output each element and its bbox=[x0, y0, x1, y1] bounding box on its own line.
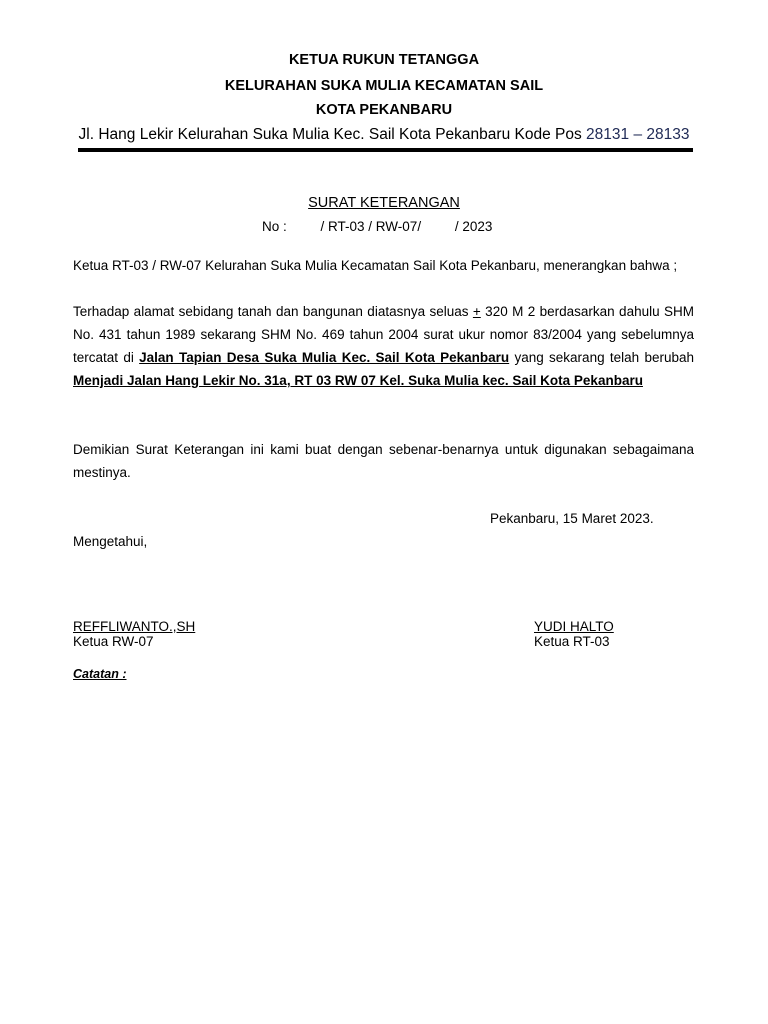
header-city: KOTA PEKANBARU bbox=[315, 102, 453, 118]
signature-block-rt bbox=[534, 619, 614, 649]
statement-part-b: 320 M 2 berdasarkan dahulu SHM No. 431 tahun 1989 sekarang SHM No. 469 tahun 2004 surat ukur nomor 83/2004 yang sebelumnya tercatat di bbox=[73, 304, 694, 365]
document-title bbox=[0, 194, 768, 212]
address-postal-code: 28131 – 28133 bbox=[586, 126, 690, 143]
signatory-name-rt: YUDI HALTO bbox=[534, 619, 614, 634]
old-address: Jalan Tapian Desa Suka Mulia Kec. Sail Kota Pekanbaru bbox=[139, 350, 510, 365]
address-text: Jl. Hang Lekir Kelurahan Suka Mulia Kec. Sail Kota Pekanbaru Kode Pos bbox=[78, 126, 587, 143]
document-title-text: SURAT KETERANGAN bbox=[308, 195, 460, 211]
statement-part-c: yang sekarang telah berubah bbox=[509, 350, 694, 365]
paragraph-statement bbox=[73, 300, 694, 392]
header-address bbox=[0, 126, 768, 144]
number-label: No : bbox=[262, 219, 287, 234]
number-year: / 2023 bbox=[454, 219, 493, 234]
acknowledged-label: Mengetahui, bbox=[73, 534, 148, 549]
new-address: Menjadi Jalan Hang Lekir No. 31a, RT 03 RW 07 Kel. Suka Mulia kec. Sail Kota Pekanbaru bbox=[73, 373, 643, 388]
notes-label: Catatan : bbox=[73, 667, 127, 681]
document-number bbox=[262, 218, 492, 236]
signatory-name-rw: REFFLIWANTO.,SH bbox=[73, 619, 196, 634]
signature-block-rw bbox=[73, 619, 195, 649]
header-kelurahan: KELURAHAN SUKA MULIA KECAMATAN SAIL bbox=[224, 78, 544, 94]
statement-part-a: Terhadap alamat sebidang tanah dan bangunan diatasnya seluas bbox=[73, 304, 473, 319]
header-org-title: KETUA RUKUN TETANGGA bbox=[288, 52, 480, 68]
paragraph-intro: Ketua RT-03 / RW-07 Kelurahan Suka Mulia Kecamatan Sail Kota Pekanbaru, menerangkan bahwa ; bbox=[73, 258, 678, 273]
signatory-title-rt: Ketua RT-03 bbox=[534, 634, 610, 649]
plus-minus-sign: + bbox=[472, 304, 481, 319]
number-middle: / RT-03 / RW-07/ bbox=[320, 219, 422, 234]
place-date: Pekanbaru, 15 Maret 2023. bbox=[490, 511, 654, 526]
header-divider bbox=[78, 148, 693, 152]
paragraph-closing: Demikian Surat Keterangan ini kami buat dengan sebenar-benarnya untuk digunakan sebagaimana mestinya. bbox=[73, 442, 694, 480]
signatory-title-rw: Ketua RW-07 bbox=[73, 634, 154, 649]
